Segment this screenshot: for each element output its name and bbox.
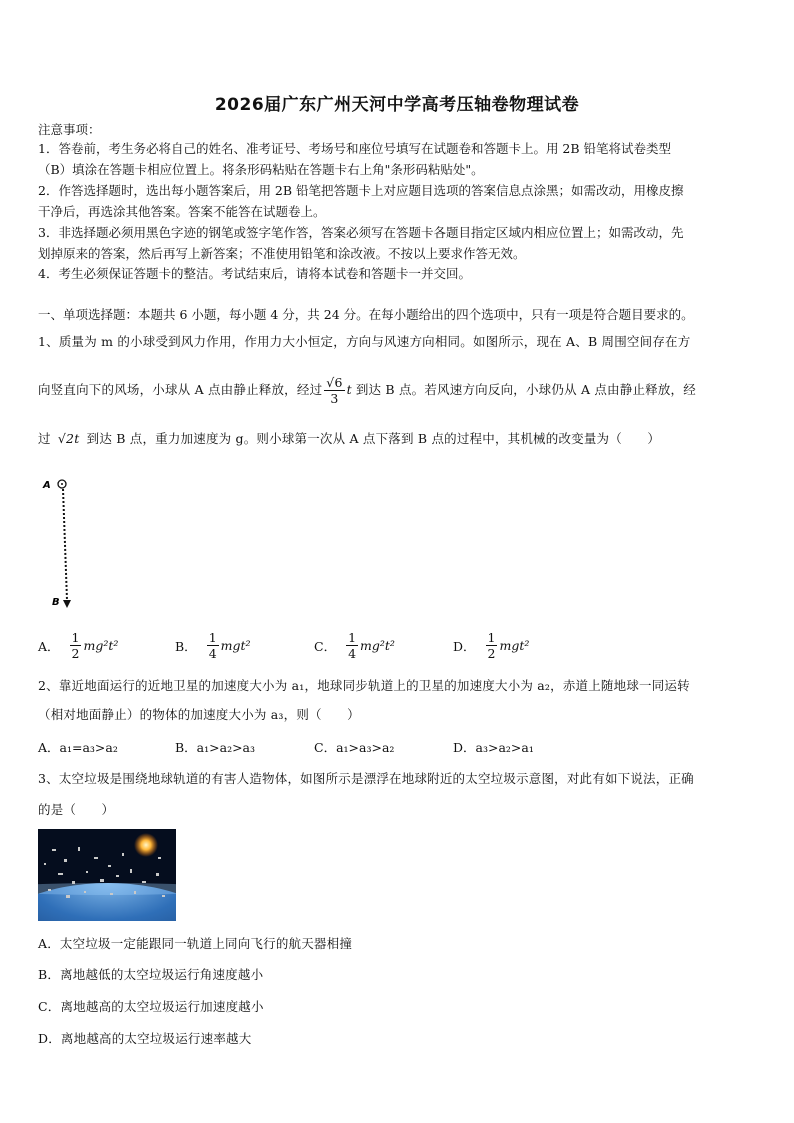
q1-line2 — [38, 370, 760, 410]
arrow-down-icon — [63, 600, 71, 608]
option-fraction — [70, 630, 82, 661]
notice-item: 4．考生必须保证答题卡的整洁。考试结束后，请将本试卷和答题卡一并交回。 — [38, 266, 471, 281]
option-num: 1 — [487, 630, 496, 645]
q1-option-d[interactable] — [453, 630, 529, 661]
option-expr: mgt² — [220, 638, 251, 653]
q2-line2: （相对地面静止）的物体的加速度大小为 a₃，则（ ） — [38, 707, 360, 722]
option-num: 1 — [348, 630, 357, 645]
option-num: 1 — [208, 630, 217, 645]
path-line — [63, 489, 67, 600]
q2-option-c[interactable]: C．a₁>a₃>a₂ — [314, 740, 395, 755]
q1-line2-t: t — [346, 382, 352, 397]
notice-item: 2．作答选择题时，选出每小题答案后，用 2B 铅笔把答题卡上对应题目选项的答案信息点涂黑；如需改动，用橡皮擦 — [38, 183, 684, 198]
q2-option-a[interactable]: A．a₁=a₃>a₂ — [38, 740, 118, 755]
q2-option-b[interactable]: B．a₁>a₂>a₃ — [175, 740, 256, 755]
q3-line1: 3、太空垃圾是围绕地球轨道的有害人造物体，如图所示是漂浮在地球附近的太空垃圾示意图，对此有如下说法，正确 — [38, 771, 694, 786]
option-den: 2 — [487, 646, 496, 661]
notice-heading: 注意事项： — [38, 122, 101, 137]
q1-option-c[interactable] — [314, 630, 395, 661]
q2-line1: 2、靠近地面运行的近地卫星的加速度大小为 a₁，地球同步轨道上的卫星的加速度大小为 a₂，赤道上随地球一同运转 — [38, 678, 690, 693]
option-den: 2 — [71, 646, 80, 661]
notice-item: 3．非选择题必须用黑色字迹的钢笔或签字笔作答，答案必须写在答题卡各题目指定区域内相应位置上；如需改动，先 — [38, 225, 684, 240]
option-expr: mgt² — [499, 638, 530, 653]
option-num: 1 — [71, 630, 80, 645]
section-heading: 一、单项选择题：本题共 6 小题，每小题 4 分，共 24 分。在每小题给出的四个选项中，只有一项是符合题目要求的。 — [38, 307, 694, 322]
sun-shape — [134, 833, 158, 857]
option-expr: mg²t² — [360, 638, 395, 653]
q1-option-a[interactable] — [38, 630, 118, 661]
q1-figure-label-a: A — [43, 480, 51, 491]
q1-figure-label-b: B — [52, 597, 60, 608]
q1-line3-sqrt: √2t — [57, 431, 80, 446]
option-fraction — [207, 630, 219, 661]
option-den: 4 — [348, 646, 357, 661]
q1-line2-text-a: 向竖直向下的风场，小球从 A 点由静止释放，经过 — [38, 382, 323, 397]
q1-fraction-num: √6 — [326, 374, 343, 390]
q1-option-b[interactable] — [175, 630, 251, 661]
option-fraction — [486, 630, 498, 661]
notice-item: 干净后，再选涂其他答案。答案不能答在试题卷上。 — [38, 204, 326, 219]
option-expr: mg²t² — [83, 638, 119, 653]
option-fraction — [346, 630, 358, 661]
notice-item: （B）填涂在答题卡相应位置上。将条形码粘贴在答题卡右上角"条形码粘贴处"。 — [38, 162, 484, 177]
space-debris-image — [38, 829, 176, 921]
page-title: 2026届广东广州天河中学高考压轴卷物理试卷 — [214, 95, 580, 115]
q3-option-c[interactable]: C．离地越高的太空垃圾运行加速度越小 — [38, 999, 264, 1014]
q1-line3-text-a: 过 — [38, 431, 51, 446]
option-key: B． — [175, 638, 197, 654]
q1-figure — [40, 472, 90, 617]
option-key: C． — [314, 638, 337, 654]
q3-option-d[interactable]: D．离地越高的太空垃圾运行速率越大 — [38, 1031, 252, 1046]
notice-item: 划掉原来的答案，然后再写上新答案；不准使用铅笔和涂改液。不按以上要求作答无效。 — [38, 246, 526, 261]
q2-option-d[interactable]: D．a₃>a₂>a₁ — [453, 740, 534, 755]
q3-option-b[interactable]: B．离地越低的太空垃圾运行角速度越小 — [38, 967, 264, 982]
q1-fraction-den: 3 — [330, 390, 339, 406]
q1-line1: 1、质量为 m 的小球受到风力作用，作用力大小恒定，方向与风速方向相同。如图所示，现在 A、B 周围空间存在方 — [38, 334, 691, 349]
q3-line2: 的是（ ） — [38, 802, 115, 817]
q3-option-a[interactable]: A．太空垃圾一定能跟同一轨道上同向飞行的航天器相撞 — [38, 936, 353, 951]
option-key: A． — [38, 638, 60, 654]
q1-line3 — [38, 430, 760, 448]
option-key: D． — [453, 638, 476, 654]
notice-item: 1．答卷前，考生务必将自己的姓名、准考证号、考场号和座位号填写在试题卷和答题卡上。用 2B 铅笔将试卷类型 — [38, 141, 672, 156]
q1-line2-text-b: 到达 B 点。若风速方向反向，小球仍从 A 点由静止释放，经 — [355, 382, 696, 397]
q1-line3-text-b: 到达 B 点，重力加速度为 g。则小球第一次从 A 点下落到 B 点的过程中，其机械的改变量为（ ） — [86, 431, 661, 446]
option-den: 4 — [208, 646, 217, 661]
q1-fraction — [324, 375, 344, 406]
